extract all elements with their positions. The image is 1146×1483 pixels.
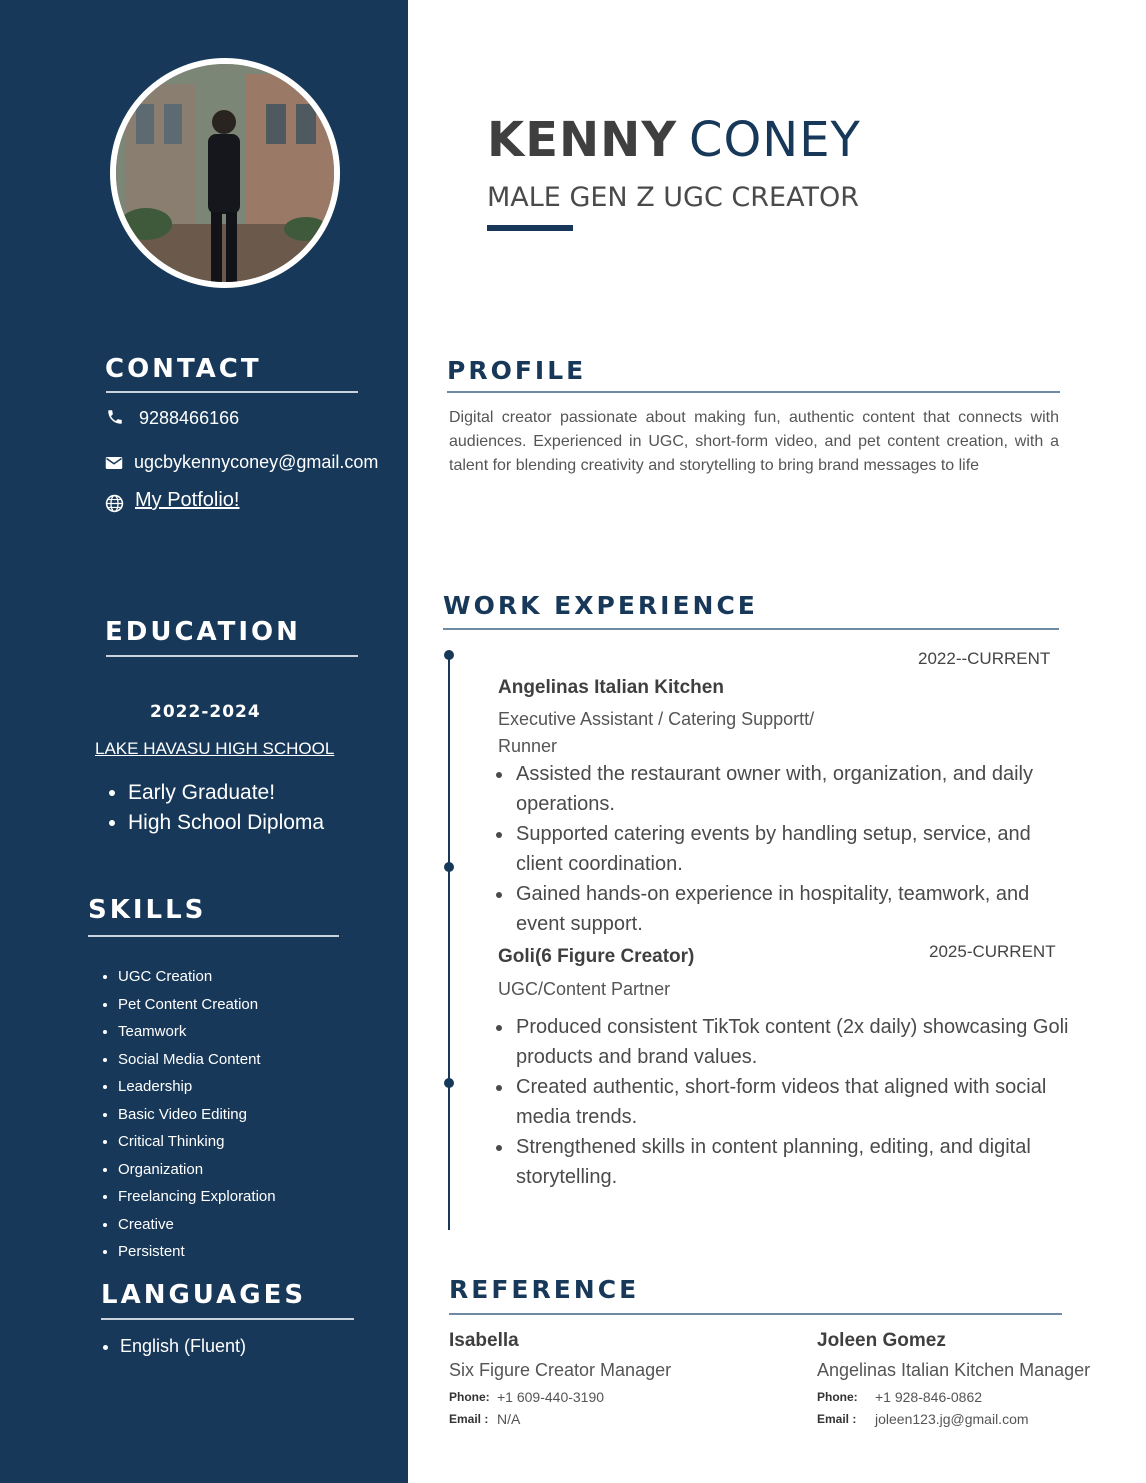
skill-item: • Teamwork — [118, 1018, 276, 1046]
job-title: MALE GEN Z UGC CREATOR — [487, 182, 859, 213]
skill-item: • Pet Content Creation — [118, 991, 276, 1019]
reference-name: Joleen Gomez — [817, 1330, 946, 1351]
job-bullets — [494, 1012, 1080, 1192]
reference-phone-label: Phone: — [449, 1390, 490, 1404]
last-name: CONEY — [689, 112, 861, 168]
reference-title: Angelinas Italian Kitchen Manager — [817, 1360, 1091, 1380]
reference-email-label: Email : — [449, 1412, 489, 1426]
reference-heading: REFERENCE — [449, 1275, 640, 1304]
reference-email-label: Email : — [817, 1412, 857, 1426]
profile-heading: PROFILE — [447, 356, 587, 385]
skill-item: • Organization — [118, 1156, 276, 1184]
profile-photo-image — [116, 64, 334, 282]
job-bullet: • Produced consistent TikTok content (2x daily) showcasing Goli products and brand values. — [514, 1012, 1080, 1072]
reference-email: N/A — [497, 1411, 521, 1427]
job-role: UGC/Content Partner — [498, 979, 671, 999]
globe-icon — [105, 494, 124, 518]
contact-divider — [106, 391, 358, 393]
profile-divider — [447, 391, 1060, 393]
job-role: Executive Assistant / Catering Supportt/ — [498, 709, 815, 729]
mail-icon — [105, 455, 123, 476]
languages-divider — [101, 1318, 354, 1320]
contact-phone: 9288466166 — [139, 408, 240, 428]
skills-divider — [88, 935, 339, 937]
reference-name: Isabella — [449, 1330, 519, 1351]
timeline-dot — [444, 650, 454, 660]
phone-icon — [106, 408, 124, 431]
skill-item: • Basic Video Editing — [118, 1101, 276, 1129]
education-item: • High School Diploma — [128, 808, 324, 838]
education-school: LAKE HAVASU HIGH SCHOOL — [95, 739, 335, 758]
skill-item: • Freelancing Exploration — [118, 1183, 276, 1211]
timeline-dot — [444, 1078, 454, 1088]
timeline-dot — [444, 862, 454, 872]
title-accent-bar — [487, 225, 573, 231]
job-role-continued: Runner — [498, 736, 558, 756]
skill-item: • Creative — [118, 1211, 276, 1239]
work-timeline — [448, 656, 450, 1230]
skill-item: • UGC Creation — [118, 963, 276, 991]
education-heading: EDUCATION — [105, 617, 301, 647]
reference-divider — [449, 1313, 1062, 1315]
education-item: • Early Graduate! — [128, 778, 324, 808]
job-bullet: • Created authentic, short-form videos that aligned with social media trends. — [514, 1072, 1080, 1132]
job-date: 2022--CURRENT — [918, 649, 1051, 668]
job-bullet: • Strengthened skills in content planning, editing, and digital storytelling. — [514, 1132, 1080, 1192]
job-company: Angelinas Italian Kitchen — [498, 677, 724, 698]
contact-heading: CONTACT — [105, 354, 262, 384]
profile-photo — [110, 58, 340, 288]
job-bullet: • Supported catering events by handling setup, service, and client coordination. — [514, 819, 1080, 879]
reference-phone-label: Phone: — [817, 1390, 858, 1404]
reference-title: Six Figure Creator Manager — [449, 1360, 672, 1380]
contact-email[interactable]: ugcbykennyconey@gmail.com — [134, 452, 379, 472]
reference-phone: +1 928-846-0862 — [875, 1389, 983, 1405]
job-company: Goli(6 Figure Creator) — [498, 946, 695, 967]
education-divider — [106, 655, 358, 657]
reference-phone: +1 609-440-3190 — [497, 1389, 605, 1405]
job-bullet: • Gained hands-on experience in hospitality, teamwork, and event support. — [514, 879, 1080, 939]
skill-item: • Leadership — [118, 1073, 276, 1101]
education-list — [106, 778, 324, 838]
skill-item: • Social Media Content — [118, 1046, 276, 1074]
language-item: • English (Fluent) — [120, 1333, 246, 1359]
job-bullets — [494, 759, 1080, 939]
languages-heading: LANGUAGES — [101, 1280, 307, 1310]
work-heading: WORK EXPERIENCE — [443, 591, 758, 620]
profile-text: Digital creator passionate about making fun, authentic content that connects with audiences. Experienced in UGC, short-form video, and pet content creation, with a talent for blending creativity and storytelling to bring brand messages to life — [449, 409, 1059, 474]
first-name: KENNY — [487, 112, 678, 168]
skills-heading: SKILLS — [88, 895, 207, 925]
skill-item: • Persistent — [118, 1238, 276, 1266]
reference-email[interactable]: joleen123.jg@gmail.com — [875, 1411, 1029, 1427]
education-years: 2022-2024 — [150, 702, 261, 722]
portfolio-link[interactable]: My Potfolio! — [135, 489, 240, 511]
job-date: 2025-CURRENT — [929, 942, 1056, 961]
languages-list — [98, 1333, 246, 1359]
skill-item: • Critical Thinking — [118, 1128, 276, 1156]
skills-list — [98, 963, 276, 1266]
work-divider — [443, 628, 1059, 630]
job-bullet: • Assisted the restaurant owner with, organization, and daily operations. — [514, 759, 1080, 819]
